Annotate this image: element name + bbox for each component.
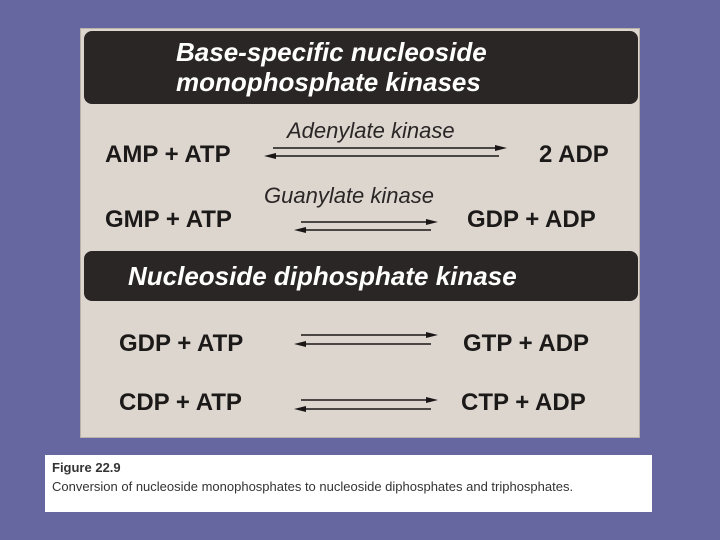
- header-line-1: Base-specific nucleoside: [176, 37, 487, 67]
- equilibrium-arrow-icon: [263, 145, 508, 159]
- caption-text: Conversion of nucleoside monophosphates to nucleoside diphosphates and triphosphates.: [52, 479, 574, 494]
- reaction-4-left: CDP + ATP: [119, 389, 242, 416]
- equilibrium-arrow-icon: [293, 332, 439, 348]
- reaction-1-left: AMP + ATP: [105, 141, 231, 168]
- reaction-1-right: 2 ADP: [539, 141, 609, 168]
- header-base-specific-kinases: [84, 31, 638, 104]
- caption-number: Figure 22.9: [52, 460, 121, 475]
- reaction-2-left: GMP + ATP: [105, 206, 232, 233]
- enzyme-label-guanylate-kinase: Guanylate kinase: [264, 183, 434, 208]
- figure-caption: [45, 455, 652, 512]
- reaction-3-right: GTP + ADP: [463, 330, 590, 357]
- reaction-2-right: GDP + ADP: [467, 206, 596, 233]
- header-line-2: monophosphate kinases: [176, 67, 481, 97]
- enzyme-label-adenylate-kinase: Adenylate kinase: [287, 118, 455, 143]
- equilibrium-arrow-icon: [293, 397, 439, 413]
- figure-panel: [80, 28, 640, 438]
- reaction-4-right: CTP + ADP: [461, 389, 586, 416]
- header-nucleoside-diphosphate-kinase: Nucleoside diphosphate kinase: [84, 251, 638, 301]
- reaction-3-left: GDP + ATP: [119, 330, 244, 357]
- equilibrium-arrow-icon: [293, 219, 439, 233]
